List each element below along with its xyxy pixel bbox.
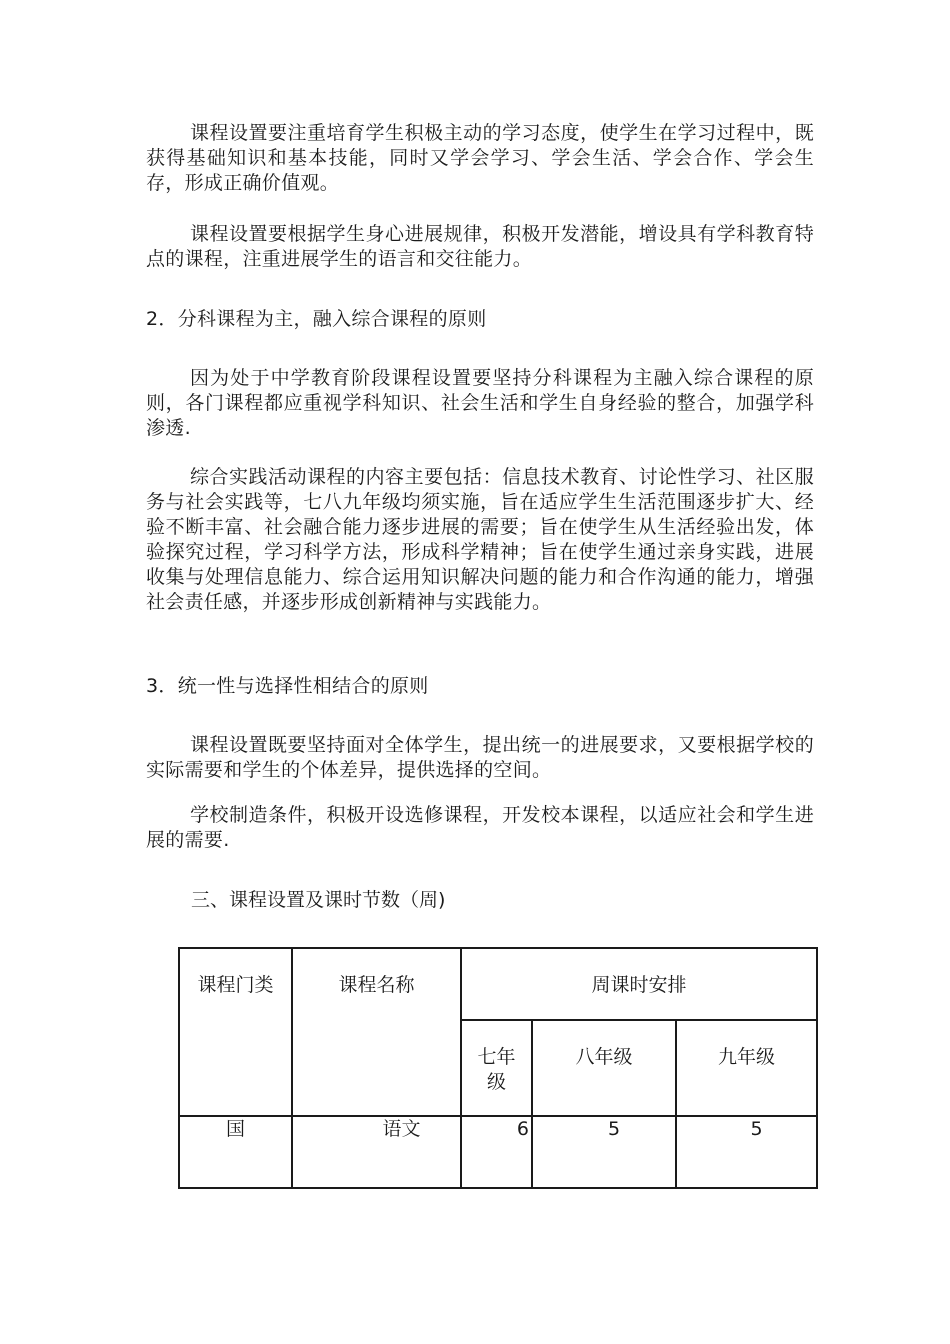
paragraph-learning-attitude: 课程设置要注重培育学生积极主动的学习态度，使学生在学习过程中，既获得基础知识和基本技能，同时又学会学习、学会生活、学会合作、学会生存，形成正确价值观。 xyxy=(146,122,814,194)
heading-unity-selectivity: 3．统一性与选择性相结合的原则 xyxy=(146,675,429,697)
section-title-course-schedule: 三、课程设置及课时节数（周) xyxy=(191,889,446,911)
cell-course-name: 语文 xyxy=(292,1116,461,1188)
table-header-row xyxy=(179,948,817,1020)
paragraph-practice-activities: 综合实践活动课程的内容主要包括：信息技术教育、讨论性学习、社区服务与社会实践等，七八九年级均须实施，旨在适应学生生活范围逐步扩大、经验不断丰富、社会融合能力逐步进展的需要；旨在使学生从生活经验出发，体验探究过程，学习科学方法，形成科学精神；旨在使学生通过亲身实践，进展收集与处理信息能力、综合运用知识解决问题的能力和合作沟通的能力，增强社会责任感，并逐步形成创新精神与实践能力。 xyxy=(146,466,814,613)
paragraph-all-students: 课程设置既要坚持面对全体学生，提出统一的进展要求，又要根据学校的实际需要和学生的个体差异，提供选择的空间。 xyxy=(146,734,814,781)
cell-grade-9-hours: 5 xyxy=(676,1116,817,1188)
header-course-category: 课程门类 xyxy=(179,948,292,1116)
table-row xyxy=(179,1116,817,1188)
header-grade-7: 七年级 xyxy=(461,1020,532,1116)
header-grade-8: 八年级 xyxy=(532,1020,676,1116)
header-course-name: 课程名称 xyxy=(292,948,461,1116)
cell-category: 国 xyxy=(179,1116,292,1188)
header-weekly-hours: 周课时安排 xyxy=(461,948,817,1020)
paragraph-elective-courses: 学校制造条件，积极开设选修课程，开发校本课程，以适应社会和学生进展的需要. xyxy=(146,804,814,851)
paragraph-development-rules: 课程设置要根据学生身心进展规律，积极开发潜能，增设具有学科教育特点的课程，注重进展学生的语言和交往能力。 xyxy=(146,223,814,270)
heading-subject-courses: 2．分科课程为主，融入综合课程的原则 xyxy=(146,308,487,330)
cell-grade-8-hours: 5 xyxy=(532,1116,676,1188)
cell-grade-7-hours: 6 xyxy=(461,1116,532,1188)
paragraph-subject-integration: 因为处于中学教育阶段课程设置要坚持分科课程为主融入综合课程的原则，各门课程都应重视学科知识、社会生活和学生自身经验的整合，加强学科渗透. xyxy=(146,367,814,439)
course-schedule-table xyxy=(178,947,818,1189)
header-grade-9: 九年级 xyxy=(676,1020,817,1116)
